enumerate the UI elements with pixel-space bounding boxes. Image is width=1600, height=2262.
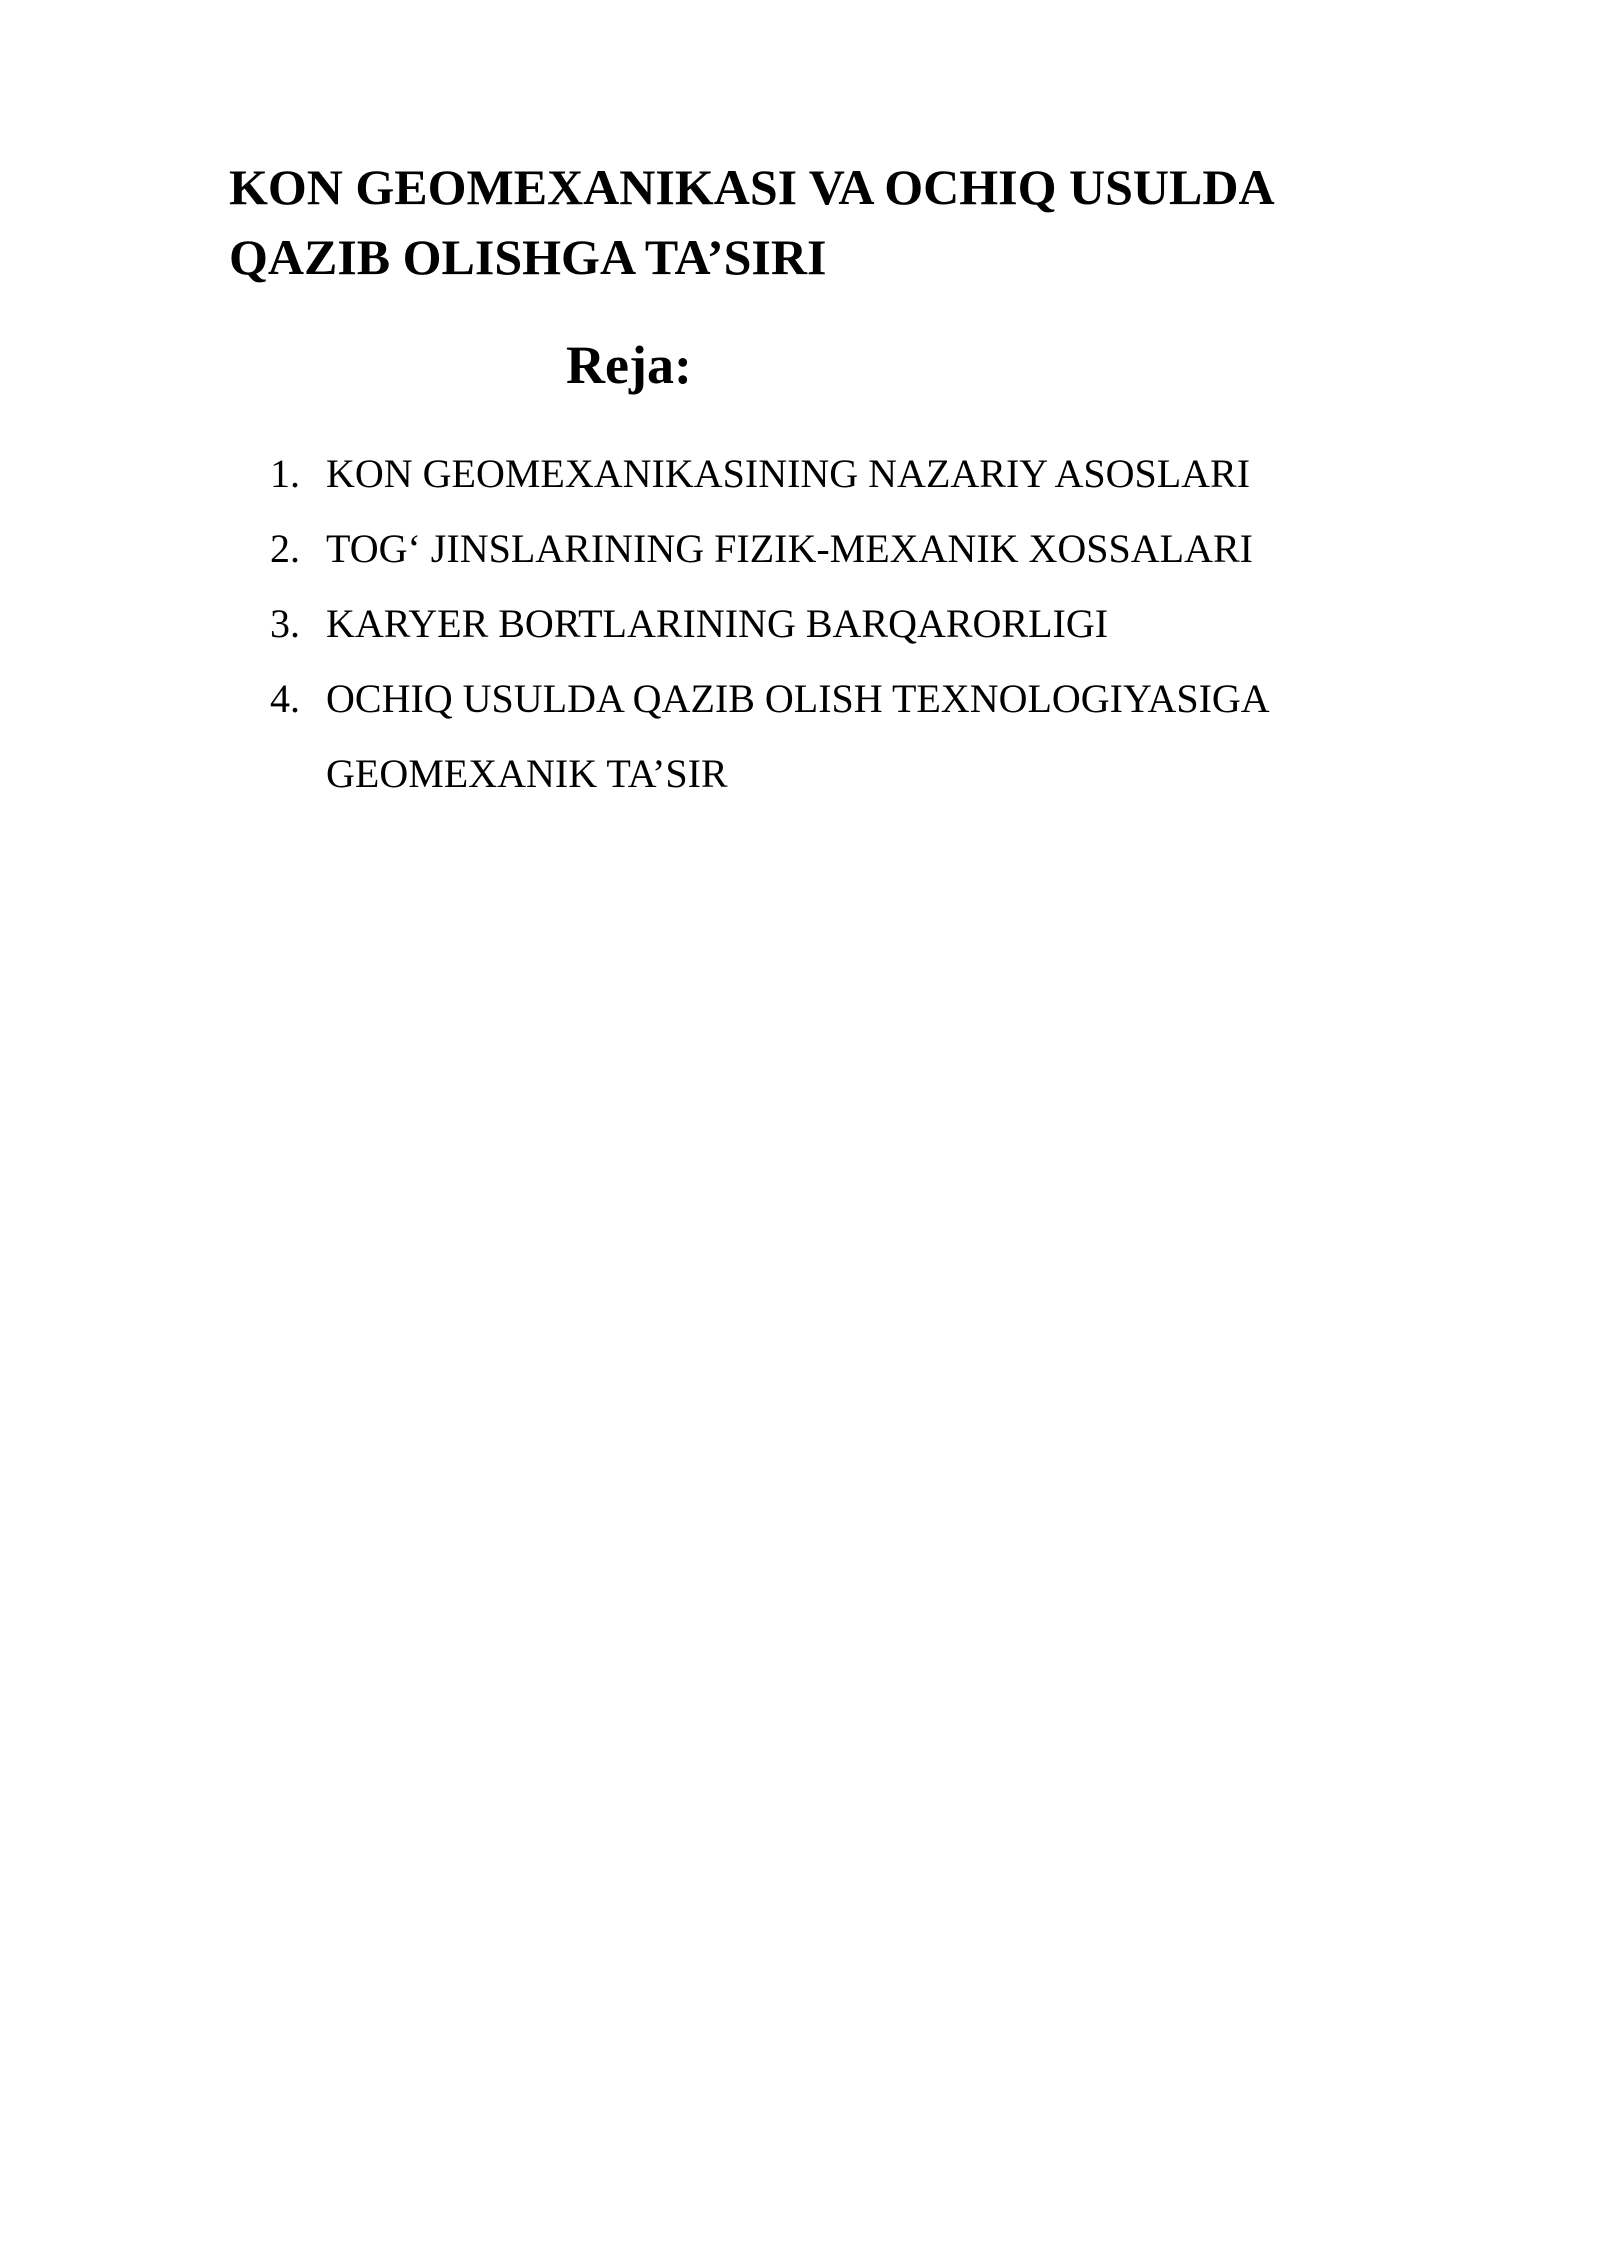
plan-item-line: KON GEOMEXANIKASINING NAZARIY ASOSLARI: [326, 451, 1251, 496]
document-title-line: QAZIB OLISHGA TA’SIRI: [229, 229, 827, 285]
document-title: [229, 152, 1429, 292]
plan-item-number: 2.: [270, 526, 300, 571]
plan-item-text: [326, 661, 1470, 811]
plan-item-3: [270, 586, 1470, 661]
plan-item-line: GEOMEXANIK TA’SIR: [326, 751, 728, 796]
plan-item-line: TOG‘ JINSLARINING FIZIK-MEXANIK XOSSALARI: [326, 526, 1253, 571]
plan-item-line: OCHIQ USULDA QAZIB OLISH TEXNOLOGIYASIGA: [326, 676, 1270, 721]
plan-item-number: 1.: [270, 451, 300, 496]
document-title-line: KON GEOMEXANIKASI VA OCHIQ USULDA: [229, 159, 1275, 215]
plan-heading: Reja:: [566, 335, 692, 395]
plan-item-text: [326, 586, 1470, 661]
plan-item-text: [326, 511, 1470, 586]
plan-item-line: KARYER BORTLARINING BARQARORLIGI: [326, 601, 1109, 646]
plan-item-2: [270, 511, 1470, 586]
plan-item-1: [270, 436, 1470, 511]
plan-item-text: [326, 436, 1470, 511]
plan-item-number: 3.: [270, 601, 300, 646]
plan-item-number: 4.: [270, 676, 300, 721]
plan-list: [270, 436, 1470, 811]
plan-item-4: [270, 661, 1470, 811]
